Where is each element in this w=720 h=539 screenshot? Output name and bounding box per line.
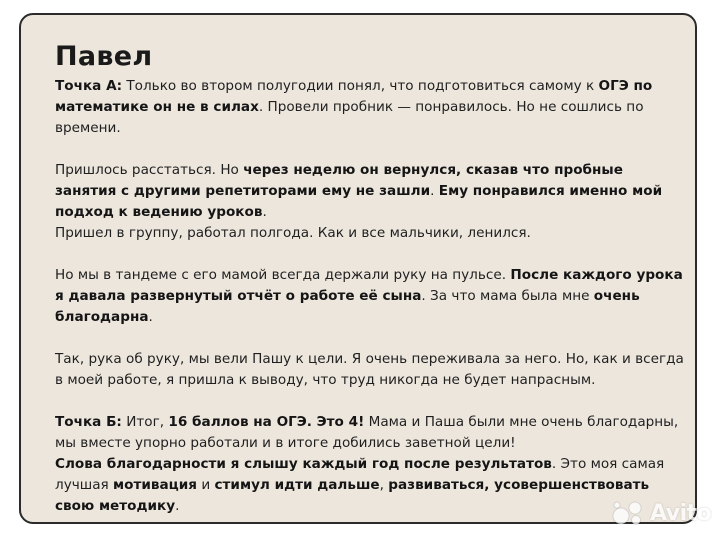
return-text: Пришлось расстаться. Но bbox=[55, 162, 244, 178]
paragraph-return bbox=[55, 160, 685, 223]
motivation-emphasis: мотивация bbox=[113, 477, 198, 493]
gratitude-emphasis: Слова благодарности я слышу каждый год после результатов bbox=[55, 456, 552, 472]
score-emphasis: 16 баллов на ОГЭ. Это 4! bbox=[168, 414, 365, 430]
avito-watermark bbox=[612, 497, 711, 529]
motivation-text: . Это моя самая лучшая bbox=[55, 456, 665, 493]
return-emphasis: через неделю он вернулся, сказав что пробные занятия с другими репетиторами ему не зашли bbox=[55, 162, 623, 199]
point-b-text: Итог, bbox=[121, 414, 169, 430]
point-a-text: Только во втором полугодии понял, что подготовиться самому к bbox=[122, 78, 599, 94]
report-emphasis: После каждого урока я давала развернутый отчёт о работе её сына bbox=[55, 267, 683, 304]
point-b-label: Точка Б: bbox=[55, 414, 122, 430]
tandem-text-3: . bbox=[148, 309, 153, 325]
paragraph-gap bbox=[55, 391, 685, 412]
return-text-2: . bbox=[430, 183, 439, 199]
paragraph-motivation bbox=[55, 454, 685, 517]
paragraph-journey bbox=[55, 349, 685, 391]
point-b-text-2: Мама и Паша были мне очень благодарны, мы вместе упорно работали и в итоге добились заветной цели! bbox=[55, 414, 679, 451]
paragraph-tandem bbox=[55, 265, 685, 328]
paragraph-point-b bbox=[55, 412, 685, 454]
paragraph-gap bbox=[55, 139, 685, 160]
point-a-label: Точка А: bbox=[55, 78, 123, 94]
point-a-text-2: . Провели пробник — понравилось. Но не сошлись по времени. bbox=[55, 99, 644, 136]
avito-logo-icon bbox=[612, 500, 646, 526]
return-text-3: . bbox=[262, 204, 267, 220]
paragraph-gap bbox=[55, 244, 685, 265]
tandem-text-2: . За что мама была мне bbox=[421, 288, 594, 304]
group-text: Пришел в группу, работал полгода. Как и все мальчики, ленился. bbox=[55, 225, 531, 241]
tandem-text: Но мы в тандеме с его мамой всегда держали руку на пульсе. bbox=[55, 267, 511, 283]
paragraph-gap bbox=[55, 328, 685, 349]
exam-emphasis: ОГЭ по математике он не в силах bbox=[55, 78, 653, 115]
approach-emphasis: Ему понравился именно мой подход к ведению уроков bbox=[55, 183, 663, 220]
develop-emphasis: развиваться, усовершенствовать свою методику bbox=[55, 477, 650, 514]
avito-watermark-text: Avito bbox=[650, 500, 712, 526]
stimulus-emphasis: стимул идти дальше bbox=[214, 477, 380, 493]
motivation-text-3: , bbox=[379, 477, 389, 493]
student-name-title: Павел bbox=[55, 41, 153, 72]
motivation-text-2: и bbox=[197, 477, 215, 493]
paragraph-point-a bbox=[55, 76, 685, 139]
grateful-emphasis: очень благодарна bbox=[55, 288, 640, 325]
motivation-text-4: . bbox=[175, 498, 180, 514]
review-card bbox=[19, 13, 697, 524]
journey-text: Так, рука об руку, мы вели Пашу к цели. Я очень переживала за него. Но, как и всегда в моей работе, я пришла к выводу, что труд никогда не будет напрасным. bbox=[55, 351, 684, 388]
paragraph-group bbox=[55, 223, 685, 244]
review-content bbox=[55, 40, 685, 517]
